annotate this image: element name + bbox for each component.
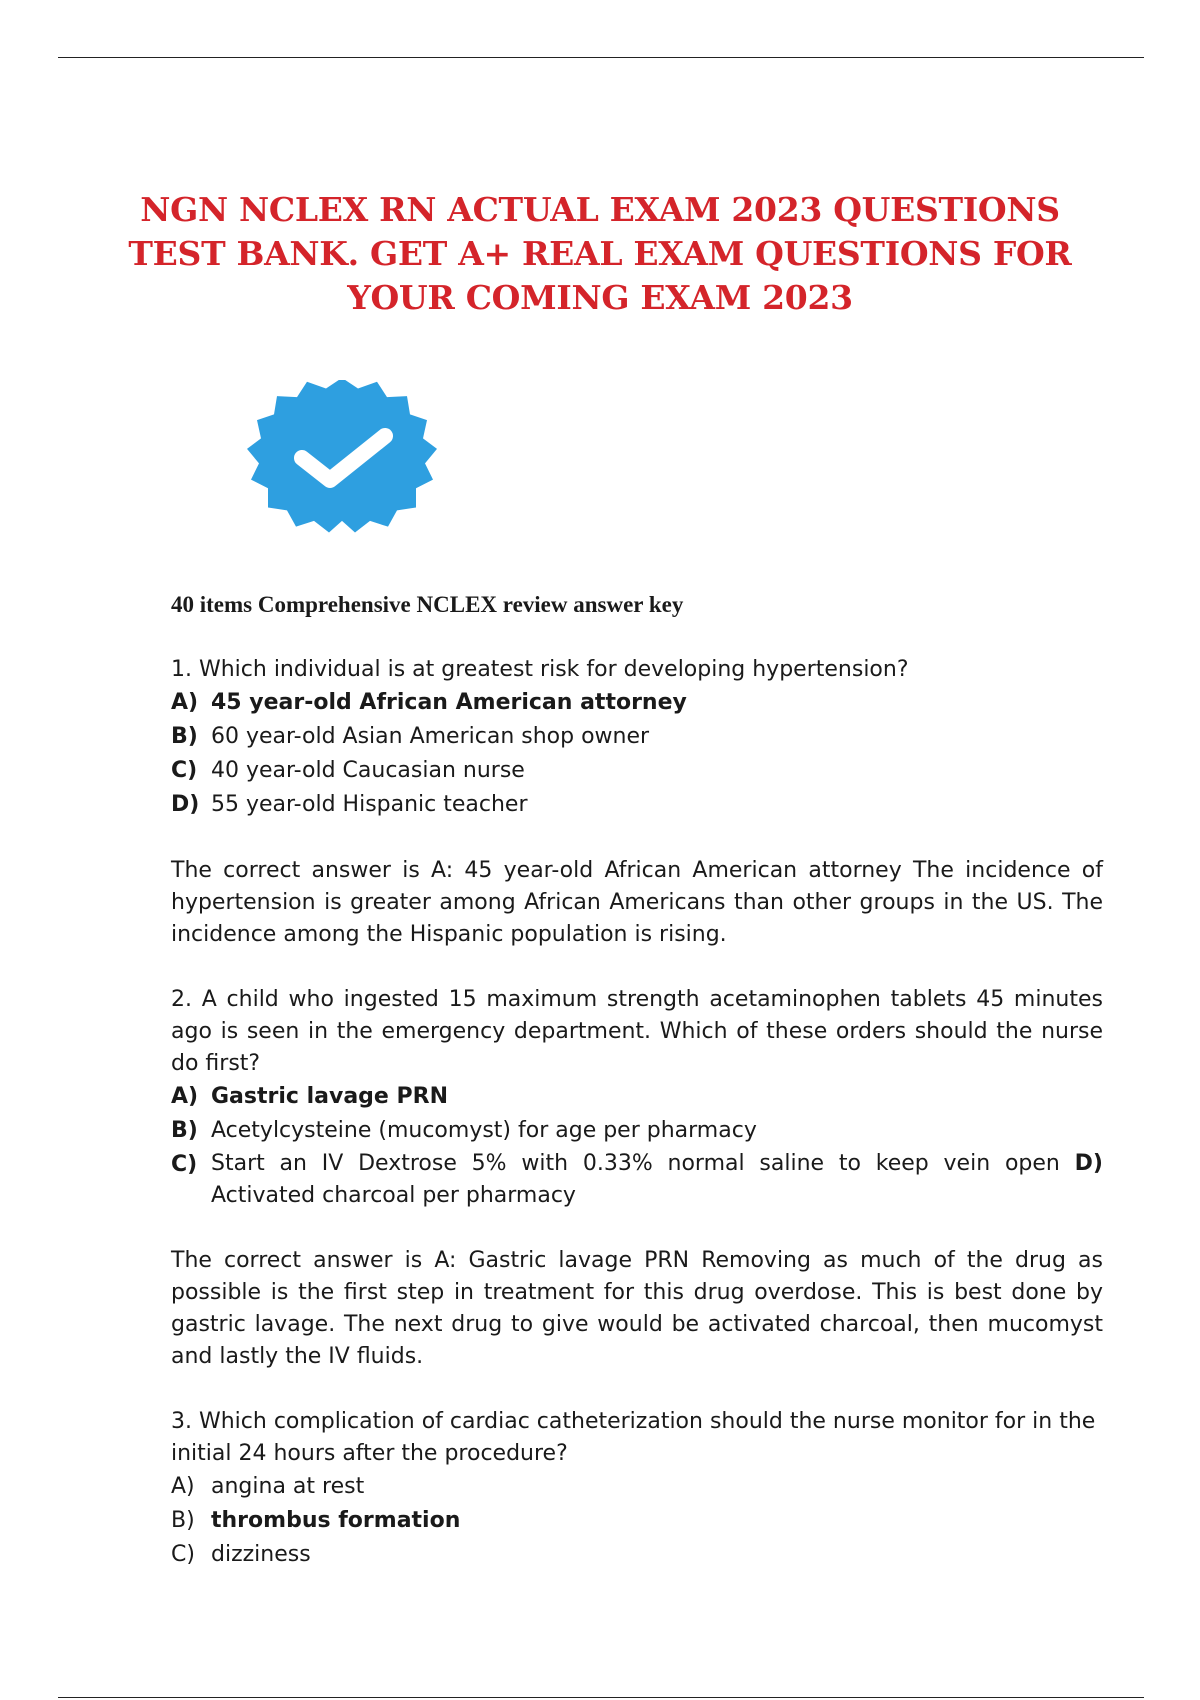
question-1-stem: 1. Which individual is at greatest risk for developing hypertension? [171,657,909,682]
option-text: dizziness [211,1542,311,1567]
badge-starburst [247,380,437,532]
option-letter: A) [171,1474,195,1499]
option-text: 45 year-old African American attorney [211,690,687,715]
option-text: 55 year-old Hispanic teacher [211,792,528,817]
document-body [171,590,1103,1572]
option-text: angina at rest [211,1474,365,1499]
option-a [171,1470,1103,1504]
question-1 [171,654,1103,951]
option-letter: C) [171,1152,198,1177]
answer-explanation [171,855,1103,951]
verified-check-icon [242,380,442,535]
option-c [171,1148,1103,1212]
option-text: Gastric lavage PRN [211,1084,448,1109]
option-b [171,1504,1103,1538]
section-heading: 40 items Comprehensive NCLEX review answer key [171,592,684,617]
option-letter: A) [171,1084,199,1109]
answer-2-text: The correct answer is A: Gastric lavage PRN Removing as much of the drug as possible is the first step in treatment for this drug overdose. This is best done by gastric lavage. The next drug to give would be activated charcoal, then mucomyst and lastly the IV fluids. [171,1248,1103,1369]
option-c [171,754,1103,788]
bottom-rule [58,1697,1144,1698]
question-2-stem: 2. A child who ingested 15 maximum strength acetaminophen tablets 45 minutes ago is seen in the emergency department. Which of these orders should the nurse do first? [171,987,1103,1076]
option-d-letter: D) [1074,1151,1103,1176]
option-text [211,1148,1103,1212]
option-b [171,1114,1103,1148]
option-c-text: Start an IV Dextrose 5% with 0.33% normal saline to keep vein open [211,1151,1060,1176]
option-d [171,788,1103,822]
document-title: NGN NCLEX RN ACTUAL EXAM 2023 QUESTIONS TEST BANK. GET A+ REAL EXAM QUESTIONS FOR YOUR COMING EXAM 2023 [128,190,1072,317]
option-text: thrombus formation [211,1508,461,1533]
option-letter: C) [171,1542,195,1567]
answer-explanation [171,1245,1103,1373]
option-letter: B) [171,1118,198,1143]
option-letter: A) [171,690,199,715]
option-d-text: Activated charcoal per pharmacy [211,1183,576,1208]
option-letter: B) [171,1508,195,1533]
option-a [171,1080,1103,1114]
option-letter: C) [171,758,198,783]
question-text [171,654,1103,686]
option-text: 60 year-old Asian American shop owner [211,724,650,749]
option-a [171,686,1103,720]
top-rule [58,57,1144,58]
option-b [171,720,1103,754]
option-text: Acetylcysteine (mucomyst) for age per pharmacy [211,1118,757,1143]
option-letter: B) [171,724,198,749]
question-2 [171,984,1103,1373]
question-3 [171,1406,1103,1572]
question-text [171,1406,1103,1470]
option-c [171,1538,1103,1572]
option-letter: D) [171,792,200,817]
answer-1-text: The correct answer is A: 45 year-old African American attorney The incidence of hypertension is greater among African Americans than other groups in the US. The incidence among the Hispanic population is rising. [171,858,1103,947]
option-text: 40 year-old Caucasian nurse [211,758,525,783]
question-text [171,984,1103,1080]
verified-badge-graphic [242,380,442,535]
question-3-stem: 3. Which complication of cardiac catheterization should the nurse monitor for in the initial 24 hours after the procedure? [171,1409,1096,1466]
